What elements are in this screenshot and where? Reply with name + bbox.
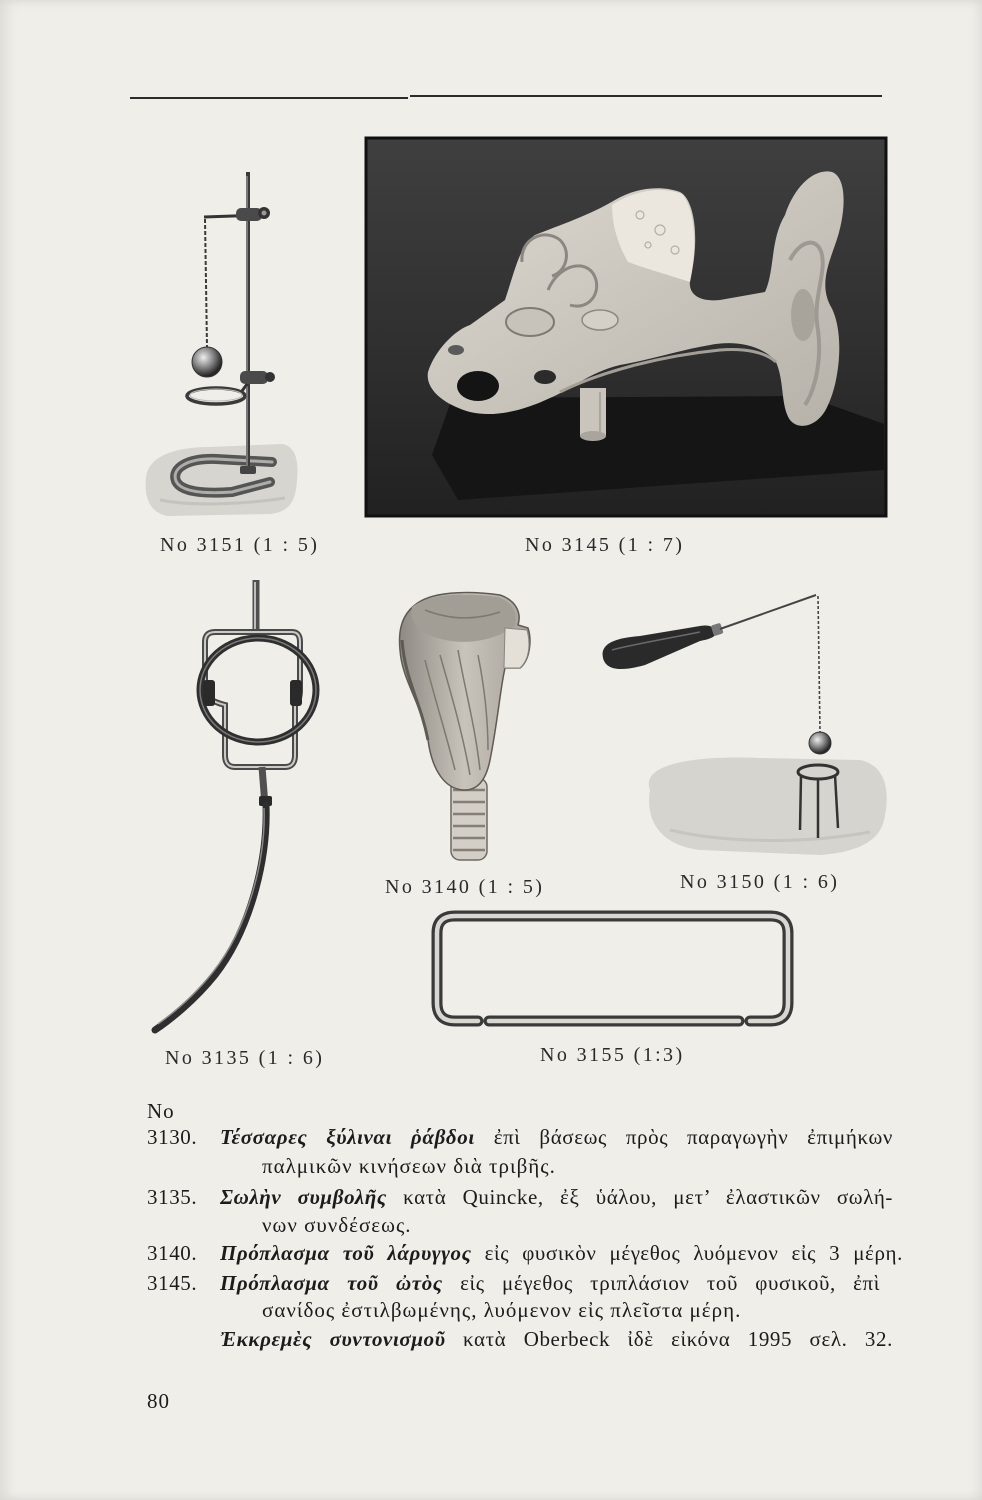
entry-3140-line-1 xyxy=(147,1239,903,1267)
entry-3130-line-2: παλμικῶν κινήσεων διὰ τριβῆς. xyxy=(262,1154,556,1178)
figure-3140-larynx-model xyxy=(392,586,537,866)
figure-3151-pendulum-stand xyxy=(135,165,305,520)
pendulum-ball xyxy=(192,347,222,377)
figure-3145-caption: No 3145 (1 : 7) xyxy=(525,534,685,556)
entry-3145-line-2: σανίδος ἐστιλβωμένης, λυόμενον εἰς πλεῖστα μέρη. xyxy=(262,1298,742,1322)
entry-3135-line-2: νων συνδέσεως. xyxy=(262,1213,412,1237)
top-rule xyxy=(130,97,408,99)
entry-body xyxy=(220,1123,893,1151)
catalog-column-header: No xyxy=(147,1099,175,1123)
entry-3145-line-1 xyxy=(147,1269,880,1297)
entry-body xyxy=(220,1183,893,1211)
entry-number: 3140. xyxy=(147,1241,198,1265)
entry-body xyxy=(220,1325,893,1353)
larynx-model-illustration xyxy=(392,586,537,866)
entry-text: κατὰ Oberbeck ἰδὲ εἰκόνα 1995 σελ. 32. xyxy=(463,1327,893,1351)
pendulum-stand-illustration xyxy=(135,165,305,520)
figure-3145-ear-model-photo xyxy=(362,134,892,524)
entry-number: 3130. xyxy=(147,1125,198,1149)
stand-ring xyxy=(187,388,245,404)
entry-title: Πρόπλασμα τοῦ ὠτὸς xyxy=(220,1271,443,1295)
epiglottis xyxy=(504,628,529,668)
pendulum-illustration xyxy=(595,585,892,860)
figure-3135-quincke-tube xyxy=(145,572,327,1040)
figure-3151-caption: No 3151 (1 : 5) xyxy=(160,534,320,556)
top-clamp xyxy=(236,208,262,221)
entry-text: εἰς μέγεθος τριπλάσιον τοῦ φυσικοῦ, ἐπὶ xyxy=(460,1271,880,1295)
entry-body xyxy=(220,1239,903,1267)
pendulum-chain xyxy=(818,596,820,732)
entry-text: ἐπὶ βάσεως πρὸς παραγωγὴν ἐπιμήκων xyxy=(493,1125,893,1149)
entry-title: Πρόπλασμα τοῦ λάρυγγος xyxy=(220,1241,472,1265)
quincke-tube-illustration xyxy=(145,572,327,1040)
entry-title: Ἐκκρεμὲς συντονισμοῦ xyxy=(220,1327,446,1351)
entry-number: 3135. xyxy=(147,1185,198,1209)
entry-number: 3145. xyxy=(147,1271,198,1295)
frame-tube xyxy=(437,916,788,1021)
entry-title: Τέσσαρες ξύλιναι ῥάβδοι xyxy=(220,1125,475,1149)
entry-text: κατὰ Quincke, ἐξ ὑάλου, μετ’ ἐλαστικῶν σωλή- xyxy=(403,1185,893,1209)
canal-stem xyxy=(580,388,606,436)
entry-text: εἰς φυσικὸν μέγεθος λυόμενον εἰς 3 μέρη. xyxy=(484,1241,903,1265)
rubber-tube xyxy=(155,805,266,1030)
figure-3155-frame xyxy=(425,905,800,1035)
ear-model-illustration xyxy=(362,134,892,524)
figure-3155-caption: No 3155 (1:3) xyxy=(540,1044,685,1066)
top-rule-segment xyxy=(410,95,882,97)
figure-3150-pendulum xyxy=(595,585,892,860)
pendulum-rod xyxy=(720,595,816,629)
pendulum-chain xyxy=(205,219,207,347)
pendulum-ball xyxy=(809,732,831,754)
entry-oberbeck-line-1 xyxy=(220,1325,893,1353)
entry-3135-line-1 xyxy=(147,1183,893,1211)
entry-3130-line-1 xyxy=(147,1123,893,1151)
figure-3140-caption: No 3140 (1 : 5) xyxy=(385,876,545,898)
page-number: 80 xyxy=(147,1389,170,1413)
entry-body xyxy=(220,1269,880,1297)
figure-3150-caption: No 3150 (1 : 6) xyxy=(680,871,840,893)
figure-3135-caption: No 3135 (1 : 6) xyxy=(165,1047,325,1069)
frame-illustration xyxy=(425,905,800,1035)
entry-title: Σωλὴν συμβολῆς xyxy=(220,1185,387,1209)
